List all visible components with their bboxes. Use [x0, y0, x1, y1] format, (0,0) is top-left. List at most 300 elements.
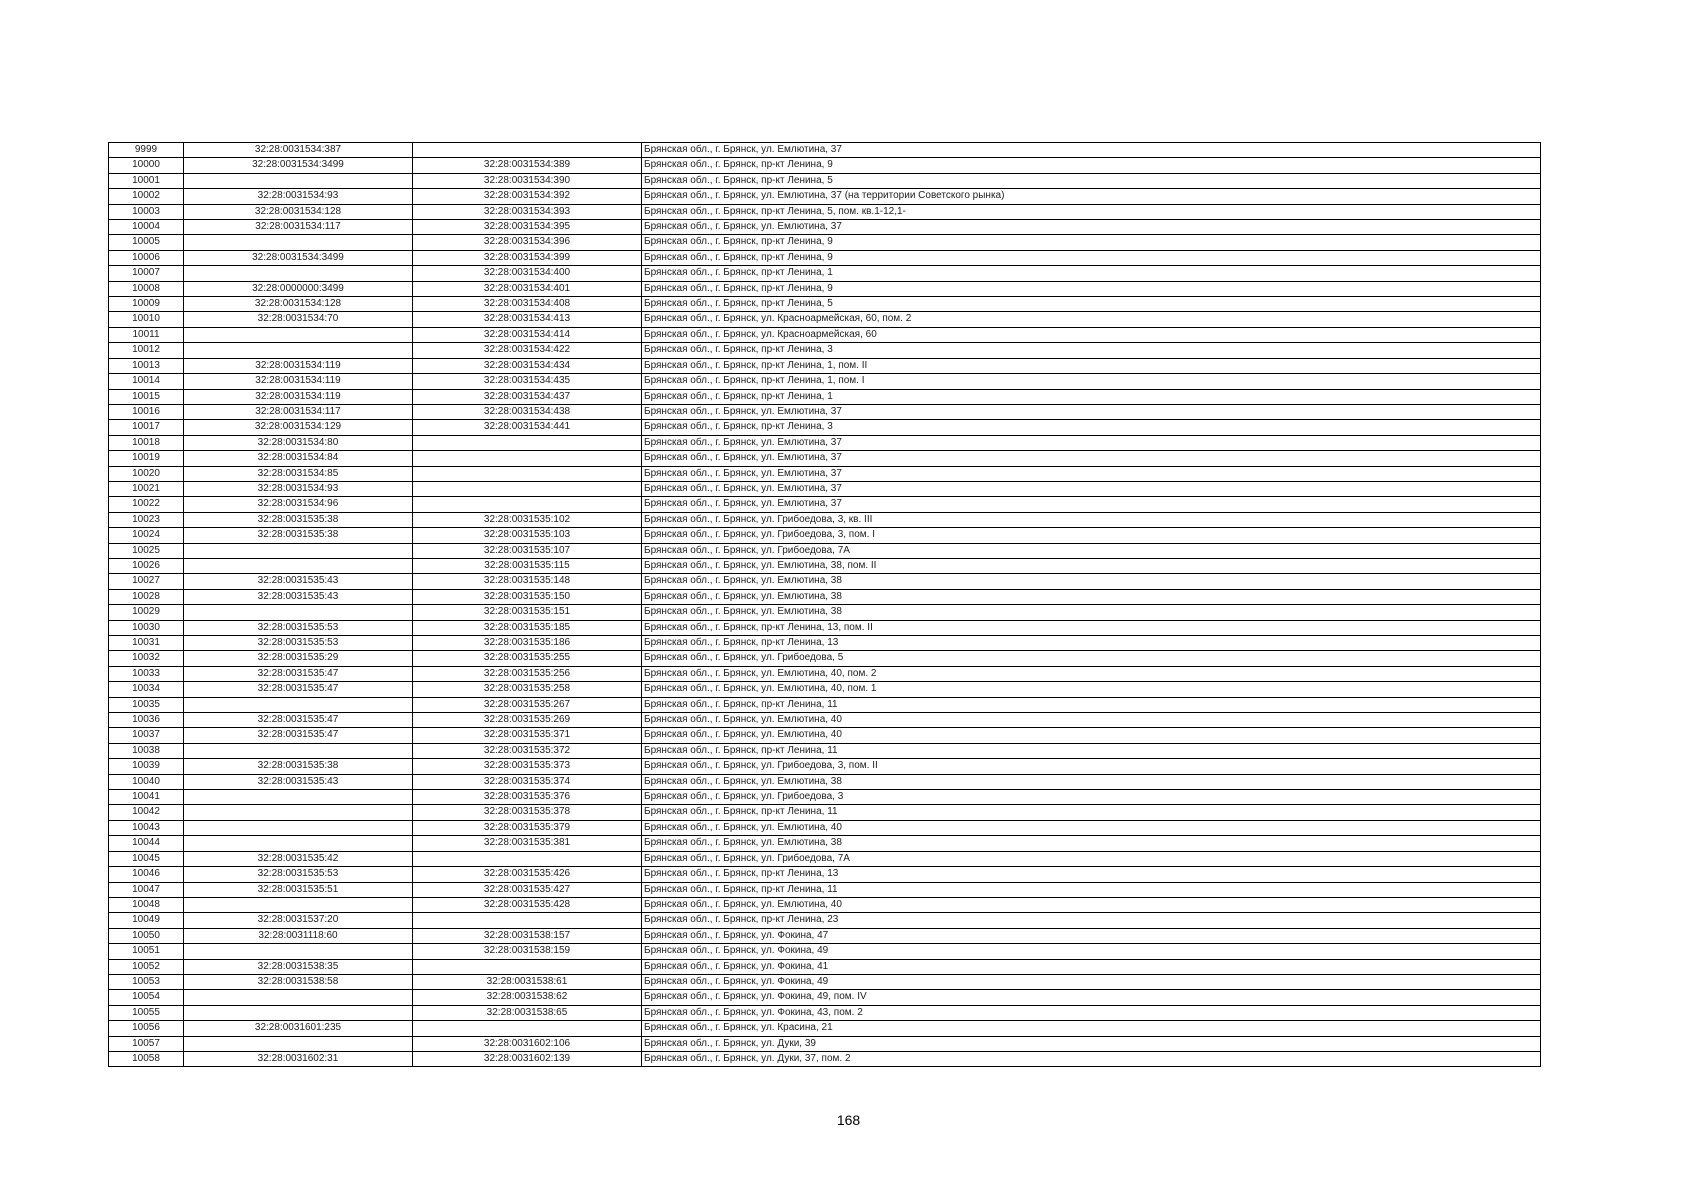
object-cadastral-number-cell: 32:28:0031535:102	[413, 512, 642, 527]
row-number-cell: 10038	[109, 743, 184, 758]
object-cadastral-number-cell: 32:28:0031535:267	[413, 697, 642, 712]
address-cell: Брянская обл., г. Брянск, пр-кт Ленина, 11	[642, 805, 1541, 820]
address-cell: Брянская обл., г. Брянск, пр-кт Ленина, 1	[642, 389, 1541, 404]
table-row	[109, 589, 1541, 604]
address-cell: Брянская обл., г. Брянск, пр-кт Ленина, 11	[642, 697, 1541, 712]
object-cadastral-number-cell: 32:28:0031535:378	[413, 805, 642, 820]
address-cell: Брянская обл., г. Брянск, пр-кт Ленина, 11	[642, 743, 1541, 758]
table-row	[109, 759, 1541, 774]
row-number-cell: 10027	[109, 574, 184, 589]
parcel-cadastral-number-cell	[184, 1005, 413, 1020]
address-cell: Брянская обл., г. Брянск, ул. Дуки, 37, пом. 2	[642, 1051, 1541, 1066]
table-row	[109, 1051, 1541, 1066]
table-row	[109, 235, 1541, 250]
address-cell: Брянская обл., г. Брянск, ул. Емлютина, 38	[642, 589, 1541, 604]
parcel-cadastral-number-cell: 32:28:0031535:53	[184, 636, 413, 651]
row-number-cell: 10047	[109, 882, 184, 897]
row-number-cell: 10045	[109, 851, 184, 866]
object-cadastral-number-cell	[413, 913, 642, 928]
table-row	[109, 774, 1541, 789]
parcel-cadastral-number-cell: 32:28:0031535:47	[184, 666, 413, 681]
parcel-cadastral-number-cell: 32:28:0031534:3499	[184, 158, 413, 173]
object-cadastral-number-cell: 32:28:0031535:255	[413, 651, 642, 666]
row-number-cell: 10004	[109, 220, 184, 235]
table-row	[109, 805, 1541, 820]
object-cadastral-number-cell: 32:28:0031538:65	[413, 1005, 642, 1020]
address-cell: Брянская обл., г. Брянск, ул. Фокина, 47	[642, 928, 1541, 943]
table-row	[109, 143, 1541, 158]
row-number-cell: 10046	[109, 867, 184, 882]
parcel-cadastral-number-cell: 32:28:0031535:42	[184, 851, 413, 866]
object-cadastral-number-cell: 32:28:0031535:381	[413, 836, 642, 851]
parcel-cadastral-number-cell	[184, 173, 413, 188]
object-cadastral-number-cell: 32:28:0031534:413	[413, 312, 642, 327]
table-row	[109, 651, 1541, 666]
address-cell: Брянская обл., г. Брянск, ул. Грибоедова, 5	[642, 651, 1541, 666]
parcel-cadastral-number-cell: 32:28:0031534:128	[184, 297, 413, 312]
table-row	[109, 620, 1541, 635]
parcel-cadastral-number-cell	[184, 743, 413, 758]
parcel-cadastral-number-cell	[184, 944, 413, 959]
row-number-cell: 9999	[109, 143, 184, 158]
address-cell: Брянская обл., г. Брянск, пр-кт Ленина, 9	[642, 158, 1541, 173]
parcel-cadastral-number-cell: 32:28:0031534:80	[184, 435, 413, 450]
object-cadastral-number-cell: 32:28:0031535:148	[413, 574, 642, 589]
parcel-cadastral-number-cell: 32:28:0031535:47	[184, 728, 413, 743]
table-row	[109, 1036, 1541, 1051]
parcel-cadastral-number-cell: 32:28:0031535:43	[184, 574, 413, 589]
row-number-cell: 10054	[109, 990, 184, 1005]
parcel-cadastral-number-cell: 32:28:0031534:3499	[184, 250, 413, 265]
address-cell: Брянская обл., г. Брянск, ул. Емлютина, 37	[642, 220, 1541, 235]
row-number-cell: 10005	[109, 235, 184, 250]
row-number-cell: 10032	[109, 651, 184, 666]
parcel-cadastral-number-cell: 32:28:0031602:31	[184, 1051, 413, 1066]
parcel-cadastral-number-cell: 32:28:0031535:53	[184, 867, 413, 882]
table-row	[109, 790, 1541, 805]
row-number-cell: 10039	[109, 759, 184, 774]
row-number-cell: 10000	[109, 158, 184, 173]
address-cell: Брянская обл., г. Брянск, ул. Емлютина, 37 (на территории Советского рынка)	[642, 189, 1541, 204]
object-cadastral-number-cell: 32:28:0031535:269	[413, 713, 642, 728]
row-number-cell: 10049	[109, 913, 184, 928]
object-cadastral-number-cell: 32:28:0031538:159	[413, 944, 642, 959]
object-cadastral-number-cell: 32:28:0031534:389	[413, 158, 642, 173]
object-cadastral-number-cell: 32:28:0031535:373	[413, 759, 642, 774]
address-cell: Брянская обл., г. Брянск, ул. Красноармейская, 60, пом. 2	[642, 312, 1541, 327]
row-number-cell: 10024	[109, 528, 184, 543]
parcel-cadastral-number-cell: 32:28:0031538:35	[184, 959, 413, 974]
object-cadastral-number-cell: 32:28:0031534:395	[413, 220, 642, 235]
table-row	[109, 1005, 1541, 1020]
object-cadastral-number-cell	[413, 497, 642, 512]
address-cell: Брянская обл., г. Брянск, ул. Грибоедова, 7А	[642, 543, 1541, 558]
table-row	[109, 204, 1541, 219]
object-cadastral-number-cell: 32:28:0031535:103	[413, 528, 642, 543]
table-row	[109, 666, 1541, 681]
row-number-cell: 10056	[109, 1021, 184, 1036]
row-number-cell: 10022	[109, 497, 184, 512]
address-cell: Брянская обл., г. Брянск, ул. Емлютина, 37	[642, 451, 1541, 466]
registry-table	[108, 142, 1541, 1067]
parcel-cadastral-number-cell: 32:28:0031535:47	[184, 682, 413, 697]
registry-table-body	[109, 143, 1541, 1067]
row-number-cell: 10031	[109, 636, 184, 651]
object-cadastral-number-cell: 32:28:0031535:372	[413, 743, 642, 758]
object-cadastral-number-cell: 32:28:0031534:408	[413, 297, 642, 312]
address-cell: Брянская обл., г. Брянск, ул. Емлютина, 38, пом. II	[642, 558, 1541, 573]
row-number-cell: 10033	[109, 666, 184, 681]
object-cadastral-number-cell: 32:28:0031535:107	[413, 543, 642, 558]
table-row	[109, 1021, 1541, 1036]
row-number-cell: 10044	[109, 836, 184, 851]
parcel-cadastral-number-cell	[184, 790, 413, 805]
address-cell: Брянская обл., г. Брянск, ул. Фокина, 49	[642, 944, 1541, 959]
object-cadastral-number-cell: 32:28:0031535:258	[413, 682, 642, 697]
parcel-cadastral-number-cell	[184, 605, 413, 620]
parcel-cadastral-number-cell: 32:28:0031535:43	[184, 774, 413, 789]
object-cadastral-number-cell: 32:28:0031534:399	[413, 250, 642, 265]
address-cell: Брянская обл., г. Брянск, пр-кт Ленина, 5	[642, 297, 1541, 312]
object-cadastral-number-cell: 32:28:0031534:390	[413, 173, 642, 188]
address-cell: Брянская обл., г. Брянск, ул. Грибоедова, 3, кв. III	[642, 512, 1541, 527]
address-cell: Брянская обл., г. Брянск, пр-кт Ленина, 1, пом. II	[642, 358, 1541, 373]
object-cadastral-number-cell: 32:28:0031534:437	[413, 389, 642, 404]
table-row	[109, 820, 1541, 835]
parcel-cadastral-number-cell: 32:28:0031535:38	[184, 512, 413, 527]
parcel-cadastral-number-cell: 32:28:0031538:58	[184, 974, 413, 989]
row-number-cell: 10037	[109, 728, 184, 743]
address-cell: Брянская обл., г. Брянск, ул. Фокина, 49, пом. IV	[642, 990, 1541, 1005]
table-row	[109, 497, 1541, 512]
object-cadastral-number-cell	[413, 851, 642, 866]
table-row	[109, 682, 1541, 697]
address-cell: Брянская обл., г. Брянск, ул. Емлютина, 37	[642, 435, 1541, 450]
address-cell: Брянская обл., г. Брянск, ул. Грибоедова, 3, пом. II	[642, 759, 1541, 774]
table-row	[109, 420, 1541, 435]
object-cadastral-number-cell: 32:28:0031535:379	[413, 820, 642, 835]
parcel-cadastral-number-cell: 32:28:0031534:387	[184, 143, 413, 158]
address-cell: Брянская обл., г. Брянск, ул. Емлютина, 40	[642, 820, 1541, 835]
parcel-cadastral-number-cell	[184, 343, 413, 358]
row-number-cell: 10021	[109, 481, 184, 496]
object-cadastral-number-cell: 32:28:0031534:401	[413, 281, 642, 296]
row-number-cell: 10035	[109, 697, 184, 712]
object-cadastral-number-cell: 32:28:0031535:151	[413, 605, 642, 620]
parcel-cadastral-number-cell	[184, 820, 413, 835]
address-cell: Брянская обл., г. Брянск, ул. Емлютина, 38	[642, 836, 1541, 851]
object-cadastral-number-cell: 32:28:0031535:256	[413, 666, 642, 681]
address-cell: Брянская обл., г. Брянск, пр-кт Ленина, 3	[642, 343, 1541, 358]
table-row	[109, 851, 1541, 866]
row-number-cell: 10010	[109, 312, 184, 327]
object-cadastral-number-cell: 32:28:0031535:427	[413, 882, 642, 897]
object-cadastral-number-cell	[413, 451, 642, 466]
address-cell: Брянская обл., г. Брянск, ул. Емлютина, 40	[642, 713, 1541, 728]
address-cell: Брянская обл., г. Брянск, пр-кт Ленина, 5	[642, 173, 1541, 188]
parcel-cadastral-number-cell	[184, 836, 413, 851]
row-number-cell: 10009	[109, 297, 184, 312]
table-row	[109, 220, 1541, 235]
table-row	[109, 327, 1541, 342]
parcel-cadastral-number-cell: 32:28:0031535:43	[184, 589, 413, 604]
table-row	[109, 358, 1541, 373]
parcel-cadastral-number-cell	[184, 266, 413, 281]
row-number-cell: 10018	[109, 435, 184, 450]
object-cadastral-number-cell: 32:28:0031535:150	[413, 589, 642, 604]
table-row	[109, 836, 1541, 851]
parcel-cadastral-number-cell: 32:28:0031534:70	[184, 312, 413, 327]
address-cell: Брянская обл., г. Брянск, ул. Дуки, 39	[642, 1036, 1541, 1051]
table-row	[109, 959, 1541, 974]
table-row	[109, 250, 1541, 265]
address-cell: Брянская обл., г. Брянск, ул. Грибоедова, 3	[642, 790, 1541, 805]
address-cell: Брянская обл., г. Брянск, пр-кт Ленина, 9	[642, 281, 1541, 296]
row-number-cell: 10013	[109, 358, 184, 373]
parcel-cadastral-number-cell: 32:28:0031534:129	[184, 420, 413, 435]
object-cadastral-number-cell: 32:28:0031535:428	[413, 897, 642, 912]
row-number-cell: 10001	[109, 173, 184, 188]
address-cell: Брянская обл., г. Брянск, ул. Емлютина, 37	[642, 143, 1541, 158]
address-cell: Брянская обл., г. Брянск, ул. Емлютина, 38	[642, 574, 1541, 589]
table-row	[109, 728, 1541, 743]
address-cell: Брянская обл., г. Брянск, ул. Красноармейская, 60	[642, 327, 1541, 342]
row-number-cell: 10034	[109, 682, 184, 697]
parcel-cadastral-number-cell: 32:28:0031535:38	[184, 759, 413, 774]
object-cadastral-number-cell: 32:28:0031538:157	[413, 928, 642, 943]
address-cell: Брянская обл., г. Брянск, ул. Грибоедова, 3, пом. I	[642, 528, 1541, 543]
parcel-cadastral-number-cell: 32:28:0031534:117	[184, 220, 413, 235]
parcel-cadastral-number-cell: 32:28:0031534:119	[184, 389, 413, 404]
row-number-cell: 10058	[109, 1051, 184, 1066]
object-cadastral-number-cell	[413, 1021, 642, 1036]
parcel-cadastral-number-cell: 32:28:0031118:60	[184, 928, 413, 943]
parcel-cadastral-number-cell: 32:28:0031534:84	[184, 451, 413, 466]
parcel-cadastral-number-cell	[184, 558, 413, 573]
object-cadastral-number-cell: 32:28:0031534:438	[413, 404, 642, 419]
address-cell: Брянская обл., г. Брянск, ул. Емлютина, 37	[642, 481, 1541, 496]
object-cadastral-number-cell: 32:28:0031535:426	[413, 867, 642, 882]
object-cadastral-number-cell: 32:28:0031535:371	[413, 728, 642, 743]
table-row	[109, 435, 1541, 450]
parcel-cadastral-number-cell: 32:28:0031535:47	[184, 713, 413, 728]
address-cell: Брянская обл., г. Брянск, ул. Емлютина, 38	[642, 605, 1541, 620]
address-cell: Брянская обл., г. Брянск, ул. Фокина, 49	[642, 974, 1541, 989]
row-number-cell: 10048	[109, 897, 184, 912]
table-row	[109, 882, 1541, 897]
row-number-cell: 10051	[109, 944, 184, 959]
table-row	[109, 558, 1541, 573]
row-number-cell: 10011	[109, 327, 184, 342]
object-cadastral-number-cell: 32:28:0031534:434	[413, 358, 642, 373]
row-number-cell: 10040	[109, 774, 184, 789]
parcel-cadastral-number-cell: 32:28:0031534:119	[184, 358, 413, 373]
parcel-cadastral-number-cell: 32:28:0031601:235	[184, 1021, 413, 1036]
table-row	[109, 266, 1541, 281]
table-row	[109, 543, 1541, 558]
address-cell: Брянская обл., г. Брянск, ул. Емлютина, 37	[642, 497, 1541, 512]
object-cadastral-number-cell: 32:28:0031534:435	[413, 374, 642, 389]
table-row	[109, 974, 1541, 989]
row-number-cell: 10003	[109, 204, 184, 219]
address-cell: Брянская обл., г. Брянск, ул. Емлютина, 40	[642, 897, 1541, 912]
row-number-cell: 10057	[109, 1036, 184, 1051]
row-number-cell: 10052	[109, 959, 184, 974]
address-cell: Брянская обл., г. Брянск, пр-кт Ленина, 1	[642, 266, 1541, 281]
table-row	[109, 343, 1541, 358]
table-row	[109, 466, 1541, 481]
object-cadastral-number-cell: 32:28:0031535:185	[413, 620, 642, 635]
parcel-cadastral-number-cell: 32:28:0031534:128	[184, 204, 413, 219]
row-number-cell: 10002	[109, 189, 184, 204]
parcel-cadastral-number-cell: 32:28:0031535:51	[184, 882, 413, 897]
object-cadastral-number-cell	[413, 143, 642, 158]
page-number: 168	[836, 1112, 861, 1128]
address-cell: Брянская обл., г. Брянск, ул. Фокина, 43, пом. 2	[642, 1005, 1541, 1020]
object-cadastral-number-cell: 32:28:0031534:422	[413, 343, 642, 358]
address-cell: Брянская обл., г. Брянск, пр-кт Ленина, 13	[642, 867, 1541, 882]
parcel-cadastral-number-cell: 32:28:0031534:85	[184, 466, 413, 481]
parcel-cadastral-number-cell: 32:28:0031534:117	[184, 404, 413, 419]
object-cadastral-number-cell: 32:28:0031538:61	[413, 974, 642, 989]
row-number-cell: 10015	[109, 389, 184, 404]
row-number-cell: 10019	[109, 451, 184, 466]
row-number-cell: 10006	[109, 250, 184, 265]
table-row	[109, 374, 1541, 389]
row-number-cell: 10050	[109, 928, 184, 943]
object-cadastral-number-cell	[413, 481, 642, 496]
table-row	[109, 512, 1541, 527]
row-number-cell: 10043	[109, 820, 184, 835]
table-row	[109, 990, 1541, 1005]
parcel-cadastral-number-cell: 32:28:0031534:96	[184, 497, 413, 512]
parcel-cadastral-number-cell: 32:28:0031534:93	[184, 481, 413, 496]
table-row	[109, 173, 1541, 188]
object-cadastral-number-cell: 32:28:0031538:62	[413, 990, 642, 1005]
parcel-cadastral-number-cell	[184, 1036, 413, 1051]
row-number-cell: 10025	[109, 543, 184, 558]
row-number-cell: 10055	[109, 1005, 184, 1020]
table-row	[109, 697, 1541, 712]
row-number-cell: 10041	[109, 790, 184, 805]
object-cadastral-number-cell: 32:28:0031534:393	[413, 204, 642, 219]
row-number-cell: 10036	[109, 713, 184, 728]
table-row	[109, 158, 1541, 173]
row-number-cell: 10016	[109, 404, 184, 419]
parcel-cadastral-number-cell: 32:28:0031535:29	[184, 651, 413, 666]
parcel-cadastral-number-cell: 32:28:0031534:93	[184, 189, 413, 204]
parcel-cadastral-number-cell	[184, 990, 413, 1005]
object-cadastral-number-cell: 32:28:0031534:400	[413, 266, 642, 281]
row-number-cell: 10014	[109, 374, 184, 389]
row-number-cell: 10026	[109, 558, 184, 573]
object-cadastral-number-cell: 32:28:0031534:441	[413, 420, 642, 435]
object-cadastral-number-cell: 32:28:0031535:115	[413, 558, 642, 573]
table-row	[109, 867, 1541, 882]
table-row	[109, 574, 1541, 589]
address-cell: Брянская обл., г. Брянск, пр-кт Ленина, 13	[642, 636, 1541, 651]
address-cell: Брянская обл., г. Брянск, пр-кт Ленина, 13, пом. II	[642, 620, 1541, 635]
table-row	[109, 743, 1541, 758]
table-row	[109, 944, 1541, 959]
parcel-cadastral-number-cell: 32:28:0031537:20	[184, 913, 413, 928]
row-number-cell: 10029	[109, 605, 184, 620]
parcel-cadastral-number-cell: 32:28:0031535:53	[184, 620, 413, 635]
object-cadastral-number-cell: 32:28:0031535:186	[413, 636, 642, 651]
table-row	[109, 605, 1541, 620]
table-row	[109, 312, 1541, 327]
table-row	[109, 389, 1541, 404]
address-cell: Брянская обл., г. Брянск, ул. Емлютина, 40, пом. 1	[642, 682, 1541, 697]
table-row	[109, 281, 1541, 296]
parcel-cadastral-number-cell	[184, 897, 413, 912]
address-cell: Брянская обл., г. Брянск, пр-кт Ленина, 3	[642, 420, 1541, 435]
parcel-cadastral-number-cell	[184, 697, 413, 712]
table-row	[109, 913, 1541, 928]
parcel-cadastral-number-cell	[184, 235, 413, 250]
address-cell: Брянская обл., г. Брянск, ул. Грибоедова, 7А	[642, 851, 1541, 866]
address-cell: Брянская обл., г. Брянск, пр-кт Ленина, 1, пом. I	[642, 374, 1541, 389]
parcel-cadastral-number-cell	[184, 327, 413, 342]
table-row	[109, 713, 1541, 728]
object-cadastral-number-cell	[413, 466, 642, 481]
row-number-cell: 10017	[109, 420, 184, 435]
row-number-cell: 10023	[109, 512, 184, 527]
table-row	[109, 189, 1541, 204]
table-row	[109, 404, 1541, 419]
object-cadastral-number-cell: 32:28:0031602:139	[413, 1051, 642, 1066]
address-cell: Брянская обл., г. Брянск, пр-кт Ленина, 9	[642, 235, 1541, 250]
object-cadastral-number-cell	[413, 959, 642, 974]
table-row	[109, 451, 1541, 466]
table-row	[109, 297, 1541, 312]
object-cadastral-number-cell: 32:28:0031535:376	[413, 790, 642, 805]
address-cell: Брянская обл., г. Брянск, пр-кт Ленина, 5, пом. кв.1-12,1-	[642, 204, 1541, 219]
address-cell: Брянская обл., г. Брянск, ул. Емлютина, 38	[642, 774, 1541, 789]
table-row	[109, 897, 1541, 912]
object-cadastral-number-cell: 32:28:0031534:414	[413, 327, 642, 342]
object-cadastral-number-cell: 32:28:0031535:374	[413, 774, 642, 789]
address-cell: Брянская обл., г. Брянск, ул. Красина, 21	[642, 1021, 1541, 1036]
address-cell: Брянская обл., г. Брянск, ул. Емлютина, 40	[642, 728, 1541, 743]
table-row	[109, 481, 1541, 496]
address-cell: Брянская обл., г. Брянск, пр-кт Ленина, 23	[642, 913, 1541, 928]
parcel-cadastral-number-cell: 32:28:0031534:119	[184, 374, 413, 389]
row-number-cell: 10053	[109, 974, 184, 989]
address-cell: Брянская обл., г. Брянск, ул. Фокина, 41	[642, 959, 1541, 974]
parcel-cadastral-number-cell	[184, 805, 413, 820]
table-row	[109, 636, 1541, 651]
row-number-cell: 10042	[109, 805, 184, 820]
row-number-cell: 10020	[109, 466, 184, 481]
row-number-cell: 10030	[109, 620, 184, 635]
address-cell: Брянская обл., г. Брянск, ул. Емлютина, 37	[642, 404, 1541, 419]
table-row	[109, 928, 1541, 943]
object-cadastral-number-cell: 32:28:0031534:396	[413, 235, 642, 250]
object-cadastral-number-cell: 32:28:0031602:106	[413, 1036, 642, 1051]
row-number-cell: 10028	[109, 589, 184, 604]
row-number-cell: 10007	[109, 266, 184, 281]
parcel-cadastral-number-cell: 32:28:0000000:3499	[184, 281, 413, 296]
table-row	[109, 528, 1541, 543]
parcel-cadastral-number-cell	[184, 543, 413, 558]
address-cell: Брянская обл., г. Брянск, ул. Емлютина, 40, пом. 2	[642, 666, 1541, 681]
object-cadastral-number-cell	[413, 435, 642, 450]
parcel-cadastral-number-cell: 32:28:0031535:38	[184, 528, 413, 543]
object-cadastral-number-cell: 32:28:0031534:392	[413, 189, 642, 204]
row-number-cell: 10012	[109, 343, 184, 358]
address-cell: Брянская обл., г. Брянск, пр-кт Ленина, 9	[642, 250, 1541, 265]
